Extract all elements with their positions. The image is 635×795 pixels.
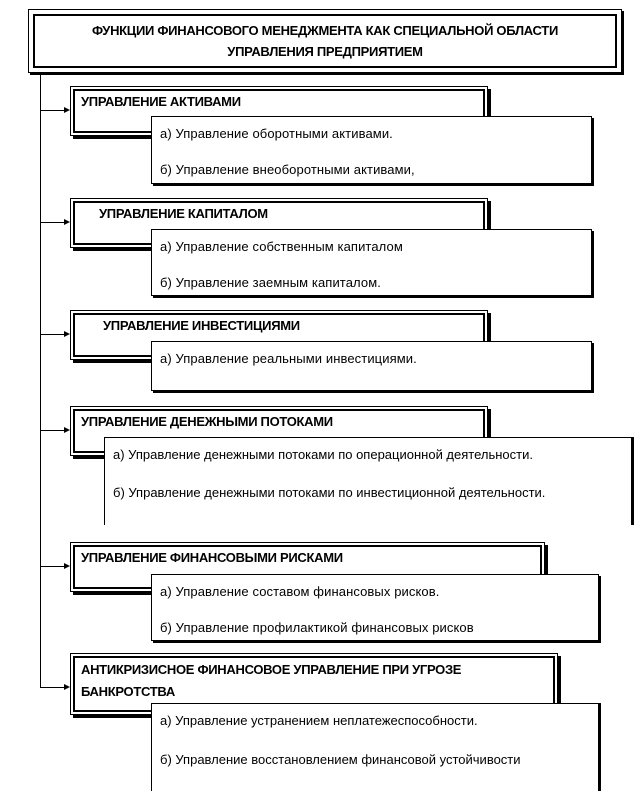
category-heading: УПРАВЛЕНИЕ ИНВЕСТИЦИЯМИ — [73, 313, 485, 357]
connector-spine — [40, 73, 41, 688]
subitem: б) Управление денежными потоками по инвестиционной деятельности. — [113, 485, 546, 500]
connector-arrow-3 — [40, 334, 64, 335]
subitems-box-risks — [151, 574, 599, 641]
subitems-box-investments — [151, 341, 592, 391]
category-heading: УПРАВЛЕНИЕ ФИНАНСОВЫМИ РИСКАМИ — [73, 545, 542, 589]
subitem: б) Управление внеоборотными активами, — [160, 162, 415, 177]
connector-arrow-6 — [40, 687, 64, 688]
subitem: б) Управление заемным капиталом. — [160, 275, 381, 290]
subitems-box-capital — [151, 229, 592, 296]
subitem: б) Управление восстановлением финансовой устойчивости — [160, 752, 521, 767]
connector-arrow-2 — [40, 222, 64, 223]
connector-arrow-1 — [40, 110, 64, 111]
subitem: а) Управление собственным капиталом — [160, 239, 403, 254]
subitem: а) Управление устранением неплатежеспособности. — [160, 713, 478, 728]
subitems-box-cashflows — [104, 437, 632, 525]
diagram-title: ФУНКЦИИ ФИНАНСОВОГО МЕНЕДЖМЕНТА КАК СПЕЦИАЛЬНОЙ ОБЛАСТИ УПРАВЛЕНИЯ ПРЕДПРИЯТИЕМ — [33, 14, 617, 68]
connector-arrow-4 — [40, 430, 64, 431]
subitem: а) Управление составом финансовых рисков. — [160, 584, 440, 599]
category-heading: УПРАВЛЕНИЕ АКТИВАМИ — [73, 89, 485, 133]
category-heading: УПРАВЛЕНИЕ КАПИТАЛОМ — [73, 201, 485, 245]
category-heading: УПРАВЛЕНИЕ ДЕНЕЖНЫМИ ПОТОКАМИ — [73, 409, 485, 453]
subitem: а) Управление оборотными активами. — [160, 126, 393, 141]
category-heading: АНТИКРИЗИСНОЕ ФИНАНСОВОЕ УПРАВЛЕНИЕ ПРИ УГРОЗЕ БАНКРОТСТВА — [73, 656, 555, 712]
connector-arrow-5 — [40, 566, 64, 567]
subitem: а) Управление реальными инвестициями. — [160, 351, 417, 366]
subitems-box-crisis — [151, 703, 599, 791]
subitem: б) Управление профилактикой финансовых рисков — [160, 620, 474, 635]
subitems-box-assets — [151, 116, 592, 184]
diagram-title-box — [28, 9, 622, 73]
subitem: а) Управление денежными потоками по операционной деятельности. — [113, 447, 533, 462]
